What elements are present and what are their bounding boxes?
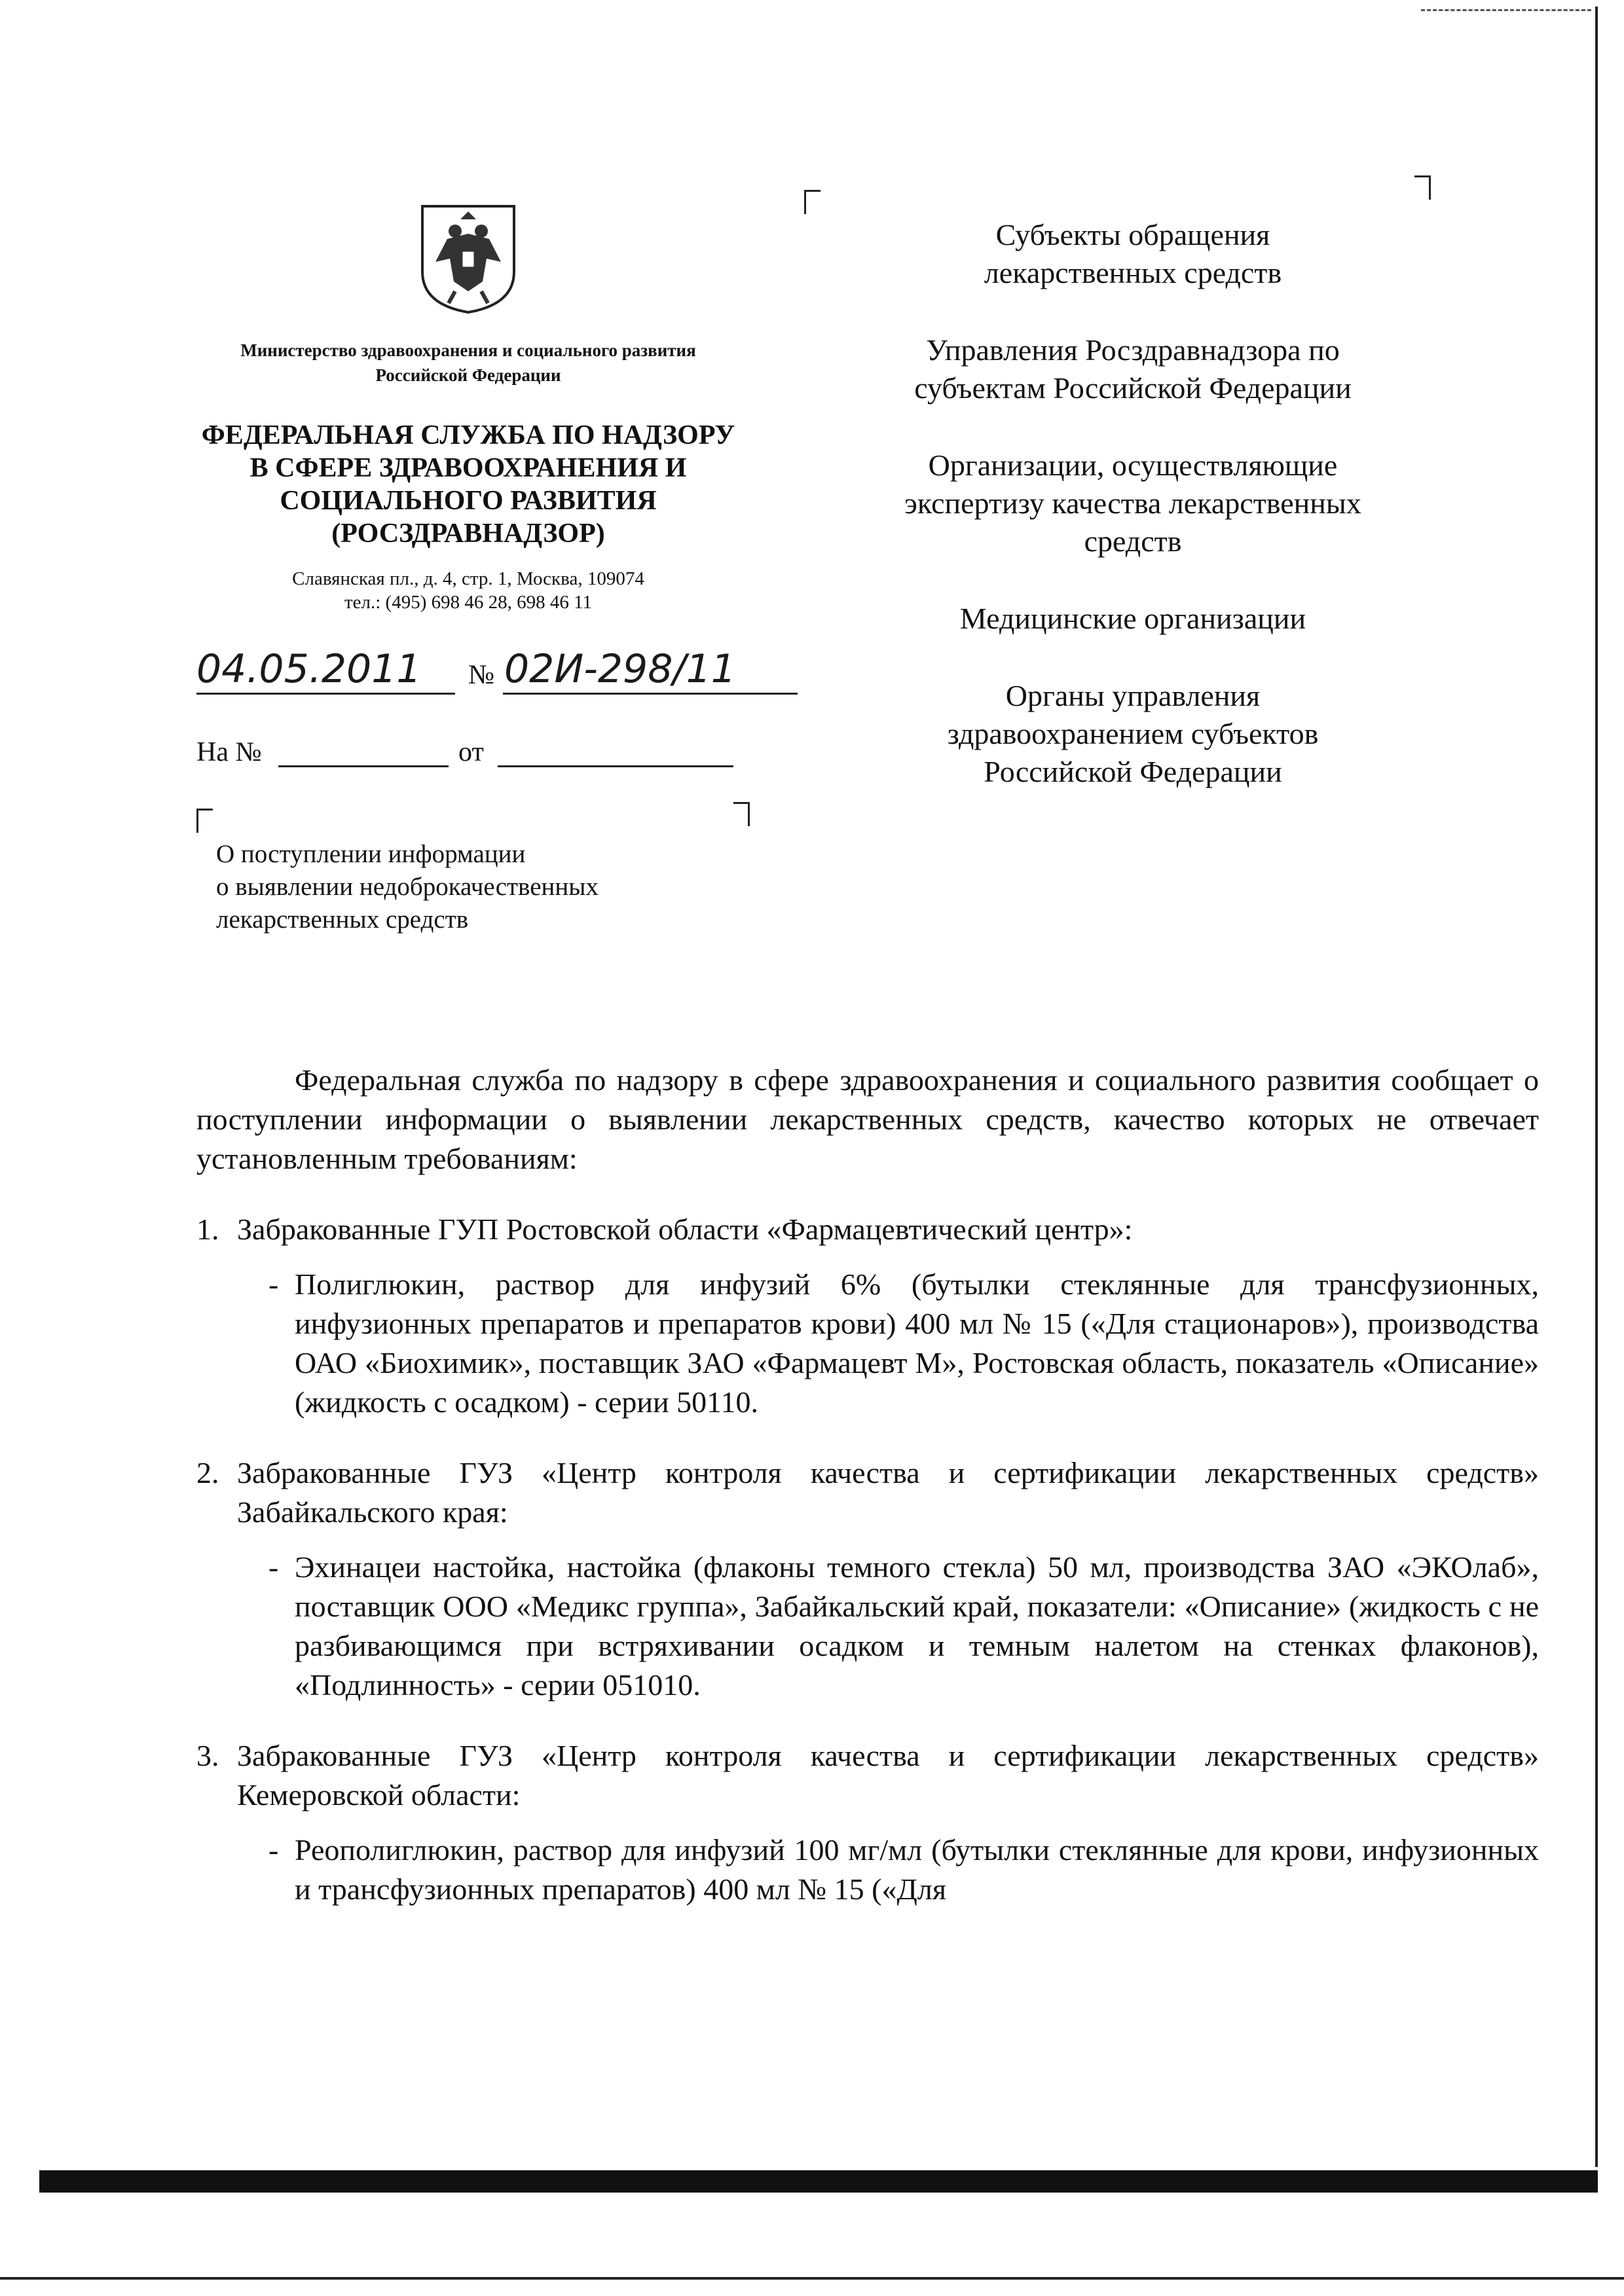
addressee-line: Организации, осуществляющие	[928, 448, 1338, 482]
ref-date-blank	[498, 765, 733, 767]
handwritten-date: 04.05.2011	[196, 646, 422, 692]
item-number: 3.	[196, 1739, 219, 1772]
registration-line	[196, 645, 805, 697]
addressee	[819, 216, 1447, 292]
corner-mark	[804, 190, 821, 214]
item-number: 1.	[196, 1212, 219, 1246]
addressee-line: средств	[1084, 524, 1182, 558]
addressee-line: Медицинские организации	[959, 602, 1306, 635]
subject-line: лекарственных средств	[216, 905, 469, 934]
agency-line: ФЕДЕРАЛЬНАЯ СЛУЖБА ПО НАДЗОРУ	[201, 420, 735, 450]
addressee	[819, 600, 1447, 638]
addressee-line: Управления Росздравнадзора по	[926, 333, 1340, 367]
addressee-line: Субъекты обращения	[995, 218, 1270, 251]
scan-artifact-bottom-bar	[39, 2170, 1598, 2193]
scan-artifact-top	[1421, 9, 1591, 11]
list-item	[196, 1210, 1539, 1249]
item-text: Забракованные ГУЗ «Центр контроля качества и сертификации лекарственных средств» Забайкальского края:	[237, 1456, 1539, 1529]
addressee	[819, 331, 1447, 407]
agency-address	[196, 567, 740, 614]
dash-bullet: -	[268, 1267, 279, 1301]
corner-mark	[733, 802, 750, 826]
addressee-line: лекарственных средств	[984, 256, 1282, 289]
ref-date-label: от	[458, 737, 484, 767]
item-text: Забракованные ГУЗ «Центр контроля качества и сертификации лекарственных средств» Кемеровской области:	[237, 1739, 1539, 1812]
list-subitem	[268, 1831, 1539, 1909]
addressee-line: экспертизу качества лекарственных	[904, 486, 1361, 520]
item-text: Забракованные ГУП Ростовской области «Фармацевтический центр»:	[237, 1212, 1133, 1246]
item-number: 2.	[196, 1456, 219, 1489]
addressee	[819, 446, 1447, 560]
agency-name	[183, 419, 753, 550]
address-line: Славянская пл., д. 4, стр. 1, Москва, 109074	[292, 568, 644, 589]
scan-artifact-bottom-line	[0, 2277, 1624, 2280]
number-underline	[503, 693, 798, 695]
subitem-text: Полиглюкин, раствор для инфузий 6% (бутылки стеклянные для трансфузионных, инфузионных препаратов и препаратов крови) 400 мл № 15 («Для стационаров»), производства ОАО «Биохимик», поставщик ЗАО «Фармацевт М», Ростовская область, показатель «Описание» (жидкость с осадком) - серии 50110.	[295, 1267, 1539, 1419]
scan-artifact-right-edge	[1595, 7, 1598, 2167]
addressee-line: Органы управления	[1005, 679, 1261, 712]
list-subitem	[268, 1548, 1539, 1705]
handwritten-number: 02И-298/11	[504, 646, 736, 692]
agency-line: В СФЕРЕ ЗДРАВООХРАНЕНИЯ И	[249, 453, 687, 483]
agency-line: СОЦИАЛЬНОГО РАЗВИТИЯ	[280, 486, 657, 516]
addressee-line: Российской Федерации	[984, 755, 1282, 788]
dash-bullet: -	[268, 1833, 279, 1867]
addressee-line: субъектам Российской Федерации	[914, 371, 1352, 405]
ministry-name: Министерство здравоохранения и социального развития Российской Федерации	[240, 340, 696, 385]
list-item	[196, 1453, 1539, 1532]
list-item	[196, 1736, 1539, 1815]
coat-of-arms-emblem	[409, 200, 527, 318]
ref-number-blank	[278, 765, 449, 767]
reference-line	[196, 737, 740, 769]
subject-line: о выявлении недоброкачественных	[216, 873, 599, 901]
dash-bullet: -	[268, 1550, 279, 1584]
letter-subject	[216, 838, 714, 936]
list-subitem	[268, 1265, 1539, 1422]
agency-line: (РОСЗДРАВНАДЗОР)	[331, 519, 605, 549]
addressee-line: здравоохранением субъектов	[947, 717, 1319, 750]
subitem-text: Эхинацеи настойка, настойка (флаконы темного стекла) 50 мл, производства ЗАО «ЭКОлаб», поставщик ООО «Медикс группа», Забайкальский край, показатели: «Описание» (жидкость с не разбивающимся при встряхивании осадком и темным налетом на стенках флаконов), «Подлинность» - серии 051010.	[295, 1550, 1539, 1702]
number-label: №	[468, 660, 495, 690]
subitem-text: Реополиглюкин, раствор для инфузий 100 мг/мл (бутылки стеклянные для крови, инфузионных и трансфузионных препаратов) 400 мл № 15 («Для	[295, 1833, 1539, 1906]
addressee	[819, 677, 1447, 791]
addressees-block	[819, 216, 1447, 830]
corner-mark	[1414, 175, 1431, 200]
phone-line: тел.: (495) 698 46 28, 698 46 11	[344, 592, 593, 613]
subject-line: О поступлении информации	[216, 840, 526, 868]
ref-number-label: На №	[196, 737, 262, 767]
letter-body	[196, 1061, 1539, 1909]
intro-paragraph: Федеральная служба по надзору в сфере здравоохранения и социального развития сообщает о поступлении информации о выявлении лекарственных средств, качество которых не отвечает установленным требованиям:	[196, 1063, 1539, 1175]
corner-mark	[196, 809, 213, 833]
date-underline	[196, 693, 455, 695]
